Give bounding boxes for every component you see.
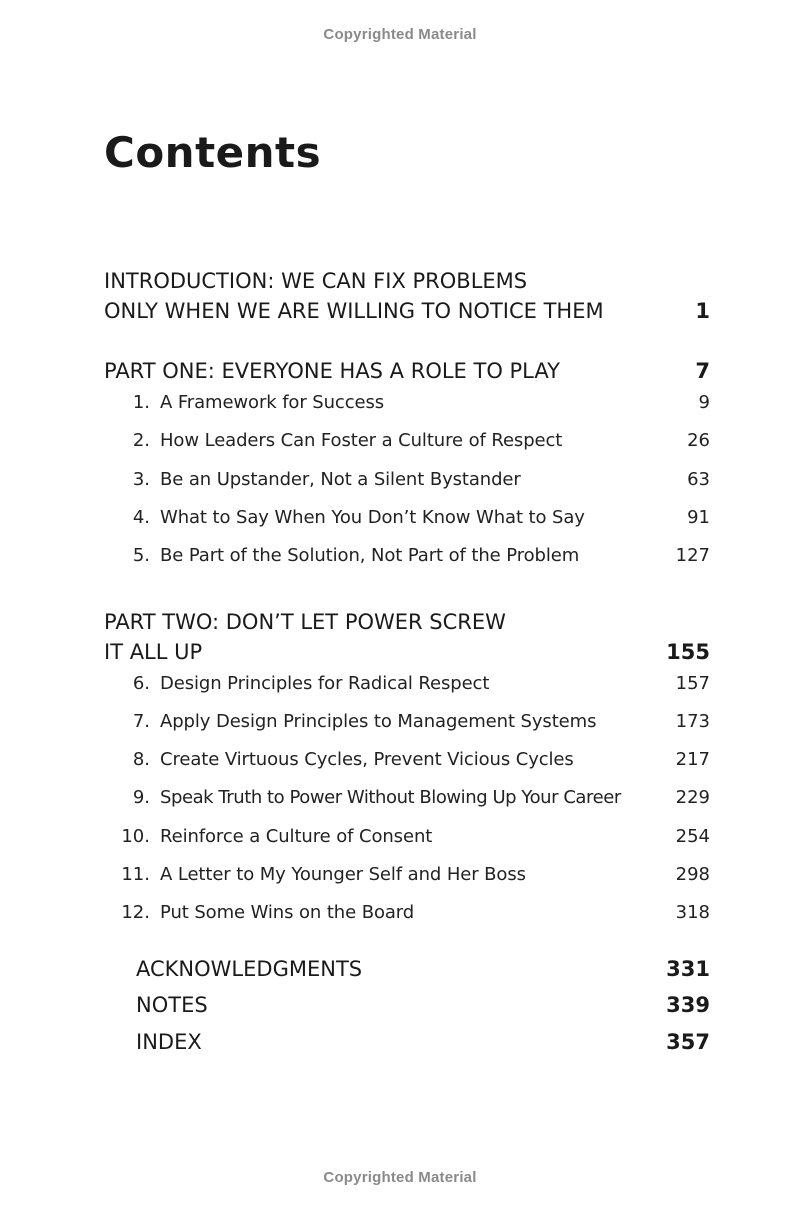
back-matter-title: NOTES [136,993,208,1017]
chapter-page-number: 91 [687,507,710,528]
chapter-page-number: 229 [675,787,710,808]
introduction-page-number: 1 [695,299,710,323]
part-one-page-number: 7 [695,359,710,383]
toc-part-one [104,356,710,386]
back-matter-page-number: 357 [666,1030,710,1054]
toc-introduction [104,266,710,326]
chapter-title: Be Part of the Solution, Not Part of the Problem [160,545,580,566]
copyright-watermark-bottom: Copyrighted Material [323,1169,477,1186]
chapter-title: Speak Truth to Power Without Blowing Up Your Career [160,787,621,808]
toc-chapter-3 [104,467,710,493]
toc-chapter-7 [104,709,710,735]
chapter-title: How Leaders Can Foster a Culture of Respect [160,430,563,451]
toc-chapter-9 [104,785,710,811]
toc-chapter-5 [104,543,710,569]
chapter-title: Put Some Wins on the Board [160,902,415,923]
chapter-page-number: 26 [687,430,710,451]
chapter-number: 9. [132,787,150,808]
chapter-page-number: 63 [687,469,710,490]
toc-part-two [104,607,710,667]
toc-chapter-10 [104,824,710,850]
chapter-page-number: 157 [675,673,710,694]
chapter-title: Apply Design Principles to Management Systems [160,711,597,732]
chapter-title: A Framework for Success [160,392,385,413]
chapter-number: 4. [132,507,150,528]
chapter-page-number: 217 [675,749,710,770]
toc-chapter-8 [104,747,710,773]
chapter-title: Reinforce a Culture of Consent [160,826,433,847]
chapter-number: 8. [132,749,150,770]
chapter-page-number: 173 [675,711,710,732]
part-two-title-line1: PART TWO: DON’T LET POWER SCREW [104,610,506,634]
chapter-number: 6. [132,673,150,694]
introduction-title-line2: ONLY WHEN WE ARE WILLING TO NOTICE THEM [104,299,604,323]
toc-chapter-12 [104,900,710,926]
back-matter-page-number: 339 [666,993,710,1017]
toc-acknowledgments [136,954,710,984]
chapter-number: 7. [132,711,150,732]
back-matter-page-number: 331 [666,957,710,981]
toc-chapter-2 [104,428,710,454]
toc-chapter-11 [104,862,710,888]
chapter-number: 1. [132,392,150,413]
part-two-page-number: 155 [666,640,710,664]
back-matter-title: ACKNOWLEDGMENTS [136,957,363,981]
toc-index [136,1027,710,1057]
page-title: Contents [104,128,322,177]
chapter-title: Create Virtuous Cycles, Prevent Vicious Cycles [160,749,574,770]
toc-notes [136,990,710,1020]
chapter-title: Be an Upstander, Not a Silent Bystander [160,469,521,490]
introduction-title-line1: INTRODUCTION: WE CAN FIX PROBLEMS [104,269,528,293]
part-two-title-line2: IT ALL UP [104,640,203,664]
chapter-page-number: 127 [675,545,710,566]
chapter-page-number: 318 [675,902,710,923]
chapter-number: 10. [121,826,150,847]
back-matter-title: INDEX [136,1030,202,1054]
chapter-number: 12. [121,902,150,923]
chapter-page-number: 9 [698,392,710,413]
toc-chapter-4 [104,505,710,531]
chapter-number: 3. [132,469,150,490]
toc-chapter-1 [104,390,710,416]
chapter-number: 5. [132,545,150,566]
chapter-number: 2. [132,430,150,451]
chapter-page-number: 254 [675,826,710,847]
chapter-title: What to Say When You Don’t Know What to Say [160,507,585,528]
part-one-title: PART ONE: EVERYONE HAS A ROLE TO PLAY [104,359,560,383]
copyright-watermark-top: Copyrighted Material [323,26,477,43]
chapter-page-number: 298 [675,864,710,885]
chapter-title: Design Principles for Radical Respect [160,673,490,694]
chapter-title: A Letter to My Younger Self and Her Boss [160,864,526,885]
toc-chapter-6 [104,671,710,697]
chapter-number: 11. [121,864,150,885]
